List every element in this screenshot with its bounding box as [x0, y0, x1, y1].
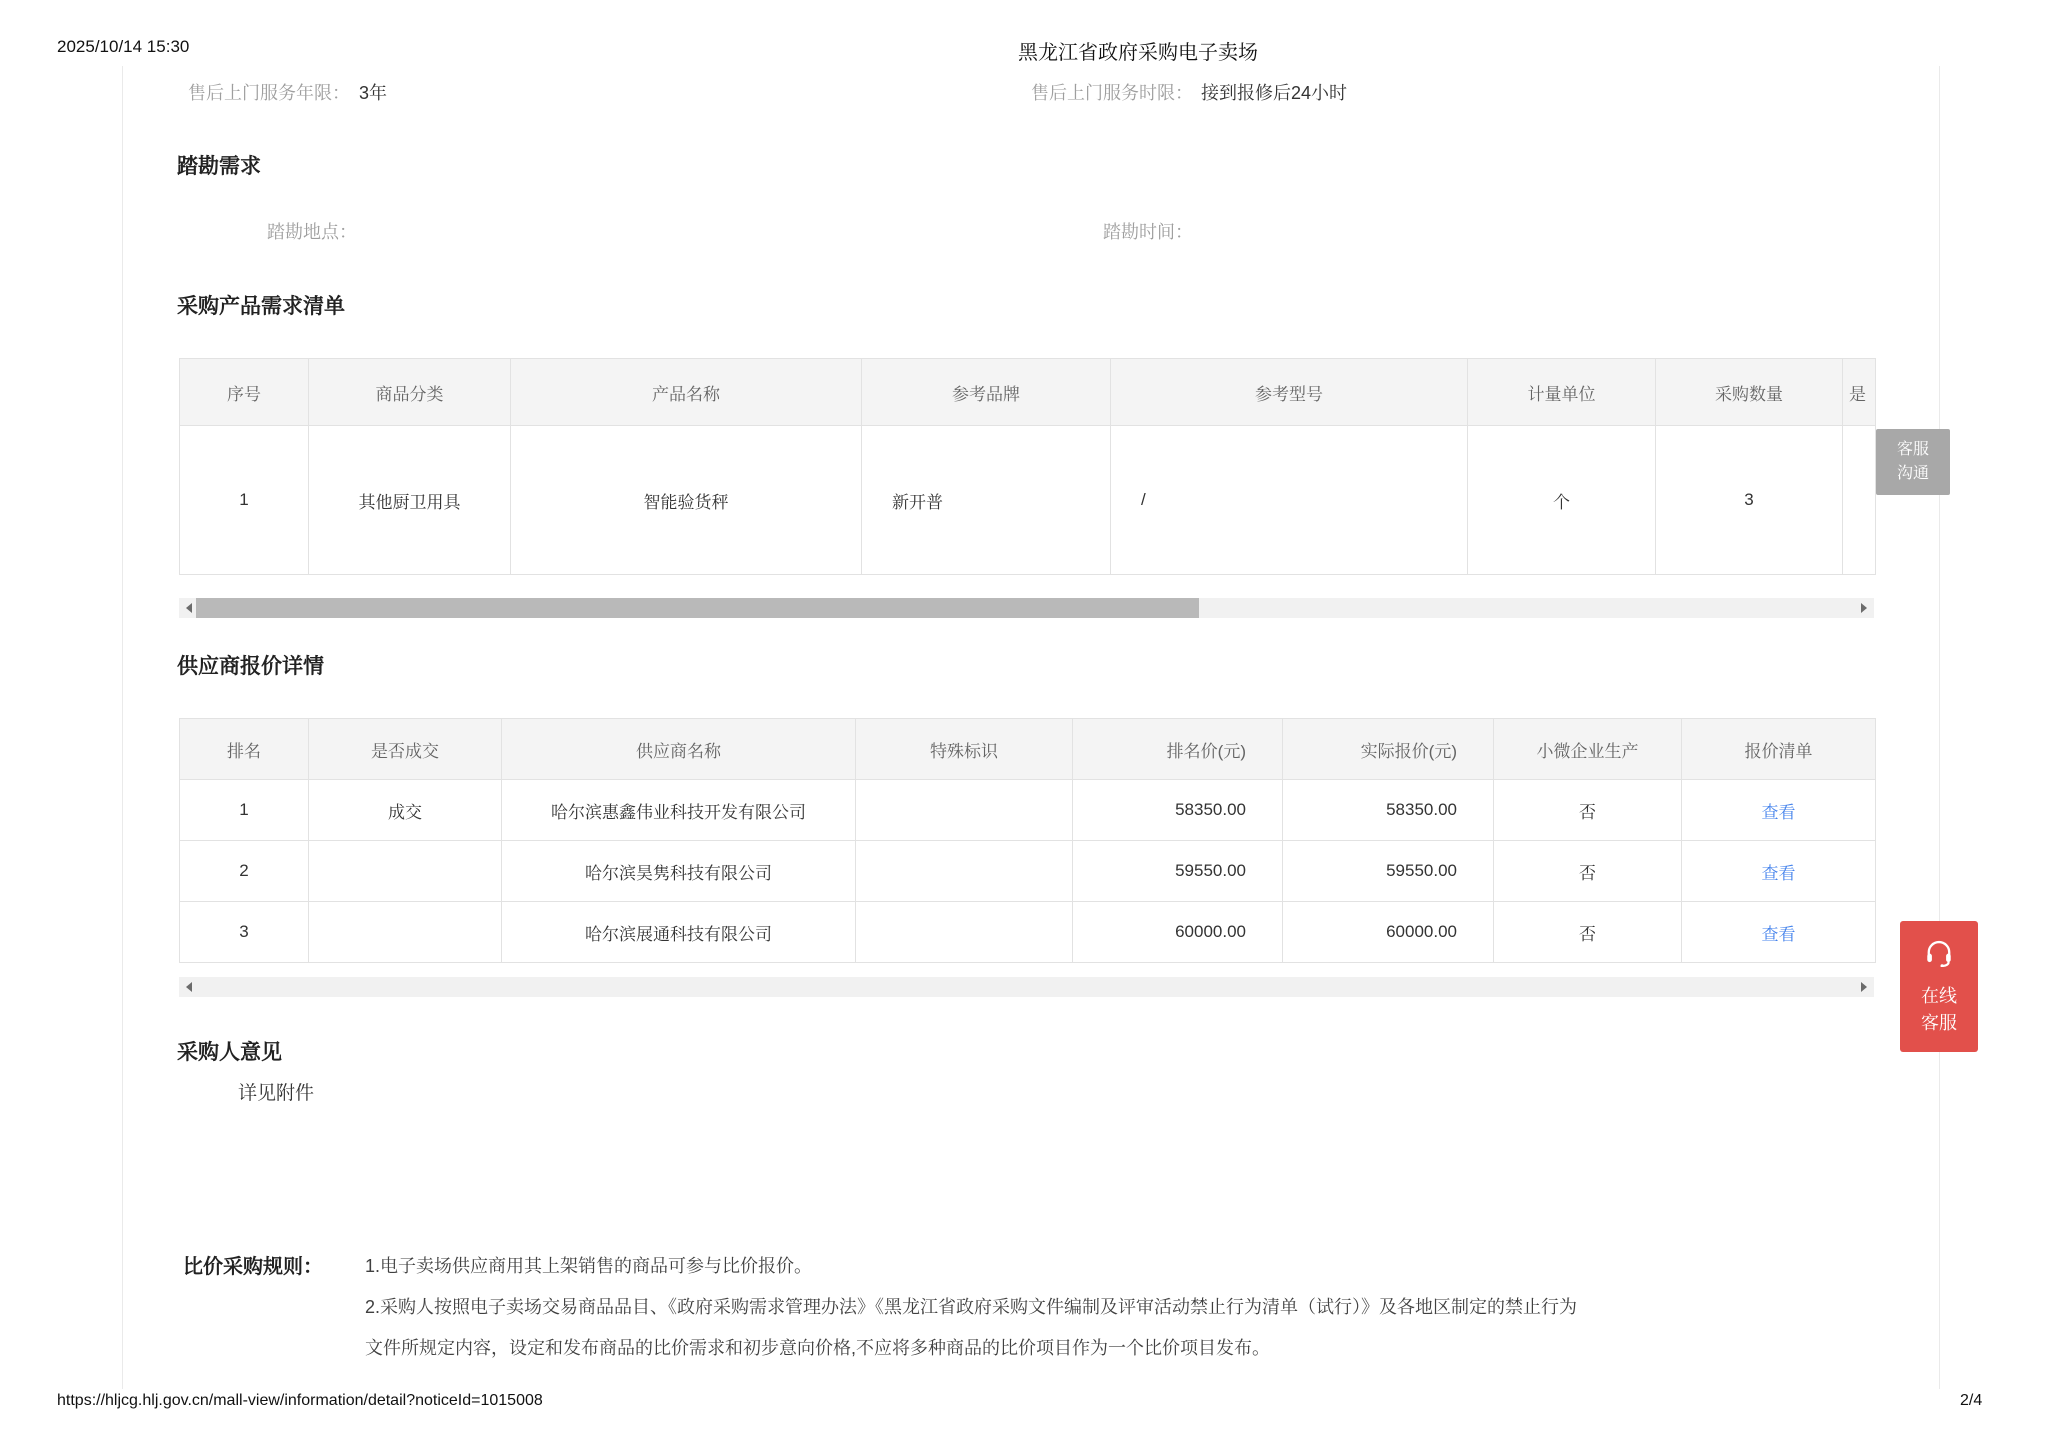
product-extra: [1843, 426, 1876, 574]
print-header-title: 黑龙江省政府采购电子卖场: [1018, 42, 1258, 64]
view-quote-link[interactable]: 查看: [1761, 802, 1796, 822]
page-border-right: [1939, 66, 1940, 1389]
product-no: 1: [180, 426, 309, 574]
section-heading-quotes: 供应商报价详情: [177, 655, 324, 678]
view-quote-link[interactable]: 查看: [1761, 924, 1796, 944]
quote-supplier: 哈尔滨惠鑫伟业科技开发有限公司: [502, 780, 856, 840]
table-row: [180, 902, 1875, 962]
header-cell: 报价清单: [1682, 719, 1875, 779]
table-row: [180, 841, 1875, 902]
survey-time-label: 踏勘时间：: [1103, 222, 1193, 242]
rules-line-3: 文件所规定内容，设定和发布商品的比价需求和初步意向价格,不应将多种商品的比价项目作为一个比价项目发布。: [365, 1338, 1270, 1358]
scrollbar-thumb[interactable]: [196, 598, 1199, 618]
header-cell: 参考品牌: [862, 359, 1111, 425]
chat-badge-line2: 沟通: [1896, 465, 1929, 482]
section-heading-opinion: 采购人意见: [177, 1041, 282, 1064]
quote-sme: 否: [1494, 841, 1682, 901]
header-cell: 实际报价(元): [1283, 719, 1494, 779]
header-cell: 采购数量: [1656, 359, 1843, 425]
quote-rank: 2: [180, 841, 309, 901]
online-service-button[interactable]: [1900, 921, 1978, 1052]
quote-deal: [309, 841, 502, 901]
quote-action-cell: [1682, 841, 1875, 901]
quotes-table: [179, 718, 1876, 963]
quote-action-cell: [1682, 780, 1875, 840]
header-cell: 是否成交: [309, 719, 502, 779]
survey-location-label: 踏勘地点：: [267, 222, 357, 242]
header-cell: 小微企业生产: [1494, 719, 1682, 779]
quote-special: [856, 780, 1073, 840]
product-qty: 3: [1656, 426, 1843, 574]
rules-line-2: 2.采购人按照电子卖场交易商品品目、《政府采购需求管理办法》《黑龙江省政府采购文件编制及评审活动禁止行为清单（试行）》及各地区制定的禁止行为: [365, 1297, 1578, 1317]
header-cell-clipped: 是: [1843, 359, 1876, 425]
quote-rank: 1: [180, 780, 309, 840]
quote-deal: [309, 902, 502, 962]
header-cell: 排名: [180, 719, 309, 779]
product-name: 智能验货秤: [511, 426, 862, 574]
rules-line-1: 1.电子卖场供应商用其上架销售的商品可参与比价报价。: [365, 1256, 813, 1276]
print-footer-page: 2/4: [1960, 1392, 1983, 1409]
chat-badge-line1: 客服: [1896, 441, 1929, 458]
scroll-left-button[interactable]: [186, 982, 192, 992]
page-border-left: [122, 66, 123, 1389]
quote-actual-price: 59550.00: [1283, 841, 1494, 901]
quotes-table-header-row: [180, 719, 1875, 780]
quote-rank-price: 60000.00: [1073, 902, 1283, 962]
header-cell: 产品名称: [511, 359, 862, 425]
table-row: [180, 780, 1875, 841]
product-category: 其他厨卫用具: [309, 426, 511, 574]
quote-sme: 否: [1494, 902, 1682, 962]
online-badge-line2: 客服: [1921, 1013, 1957, 1033]
scroll-right-button[interactable]: [1861, 982, 1867, 992]
header-cell: 计量单位: [1468, 359, 1656, 425]
quote-special: [856, 841, 1073, 901]
section-heading-survey: 踏勘需求: [177, 155, 261, 178]
view-quote-link[interactable]: 查看: [1761, 863, 1796, 883]
service-hours-label: 售后上门服务时限：: [1031, 83, 1193, 103]
quote-special: [856, 902, 1073, 962]
quote-rank: 3: [180, 902, 309, 962]
header-cell: 序号: [180, 359, 309, 425]
service-years-value: 3年: [359, 83, 388, 103]
section-heading-product-list: 采购产品需求清单: [177, 295, 345, 318]
print-header-date: 2025/10/14 15:30: [57, 37, 190, 56]
table-row: [180, 426, 1875, 574]
customer-service-chat-button[interactable]: [1876, 429, 1950, 495]
quote-actual-price: 60000.00: [1283, 902, 1494, 962]
quote-supplier: 哈尔滨昊隽科技有限公司: [502, 841, 856, 901]
quote-rank-price: 58350.00: [1073, 780, 1283, 840]
rules-label: 比价采购规则：: [183, 1256, 323, 1278]
scroll-right-button[interactable]: [1861, 603, 1867, 613]
header-cell: 参考型号: [1111, 359, 1468, 425]
product-model: /: [1111, 426, 1468, 574]
online-badge-line1: 在线: [1921, 986, 1957, 1006]
print-footer-url: https://hljcg.hlj.gov.cn/mall-view/information/detail?noticeId=1015008: [57, 1392, 543, 1409]
header-cell: 特殊标识: [856, 719, 1073, 779]
scroll-left-button[interactable]: [186, 603, 192, 613]
product-unit: 个: [1468, 426, 1656, 574]
quote-rank-price: 59550.00: [1073, 841, 1283, 901]
horizontal-scrollbar[interactable]: [179, 598, 1874, 618]
header-cell: 排名价(元): [1073, 719, 1283, 779]
header-cell: 供应商名称: [502, 719, 856, 779]
quote-supplier: 哈尔滨展通科技有限公司: [502, 902, 856, 962]
header-cell: 商品分类: [309, 359, 511, 425]
quote-actual-price: 58350.00: [1283, 780, 1494, 840]
service-years-label: 售后上门服务年限：: [188, 83, 350, 103]
product-table: [179, 358, 1876, 575]
product-table-header-row: [180, 359, 1875, 426]
quote-action-cell: [1682, 902, 1875, 962]
quote-deal: 成交: [309, 780, 502, 840]
horizontal-scrollbar[interactable]: [179, 977, 1874, 997]
quote-sme: 否: [1494, 780, 1682, 840]
service-hours-value: 接到报修后24小时: [1201, 83, 1348, 103]
opinion-value: 详见附件: [238, 1083, 315, 1104]
headset-icon: [1922, 937, 1956, 975]
product-brand: 新开普: [862, 426, 1111, 574]
